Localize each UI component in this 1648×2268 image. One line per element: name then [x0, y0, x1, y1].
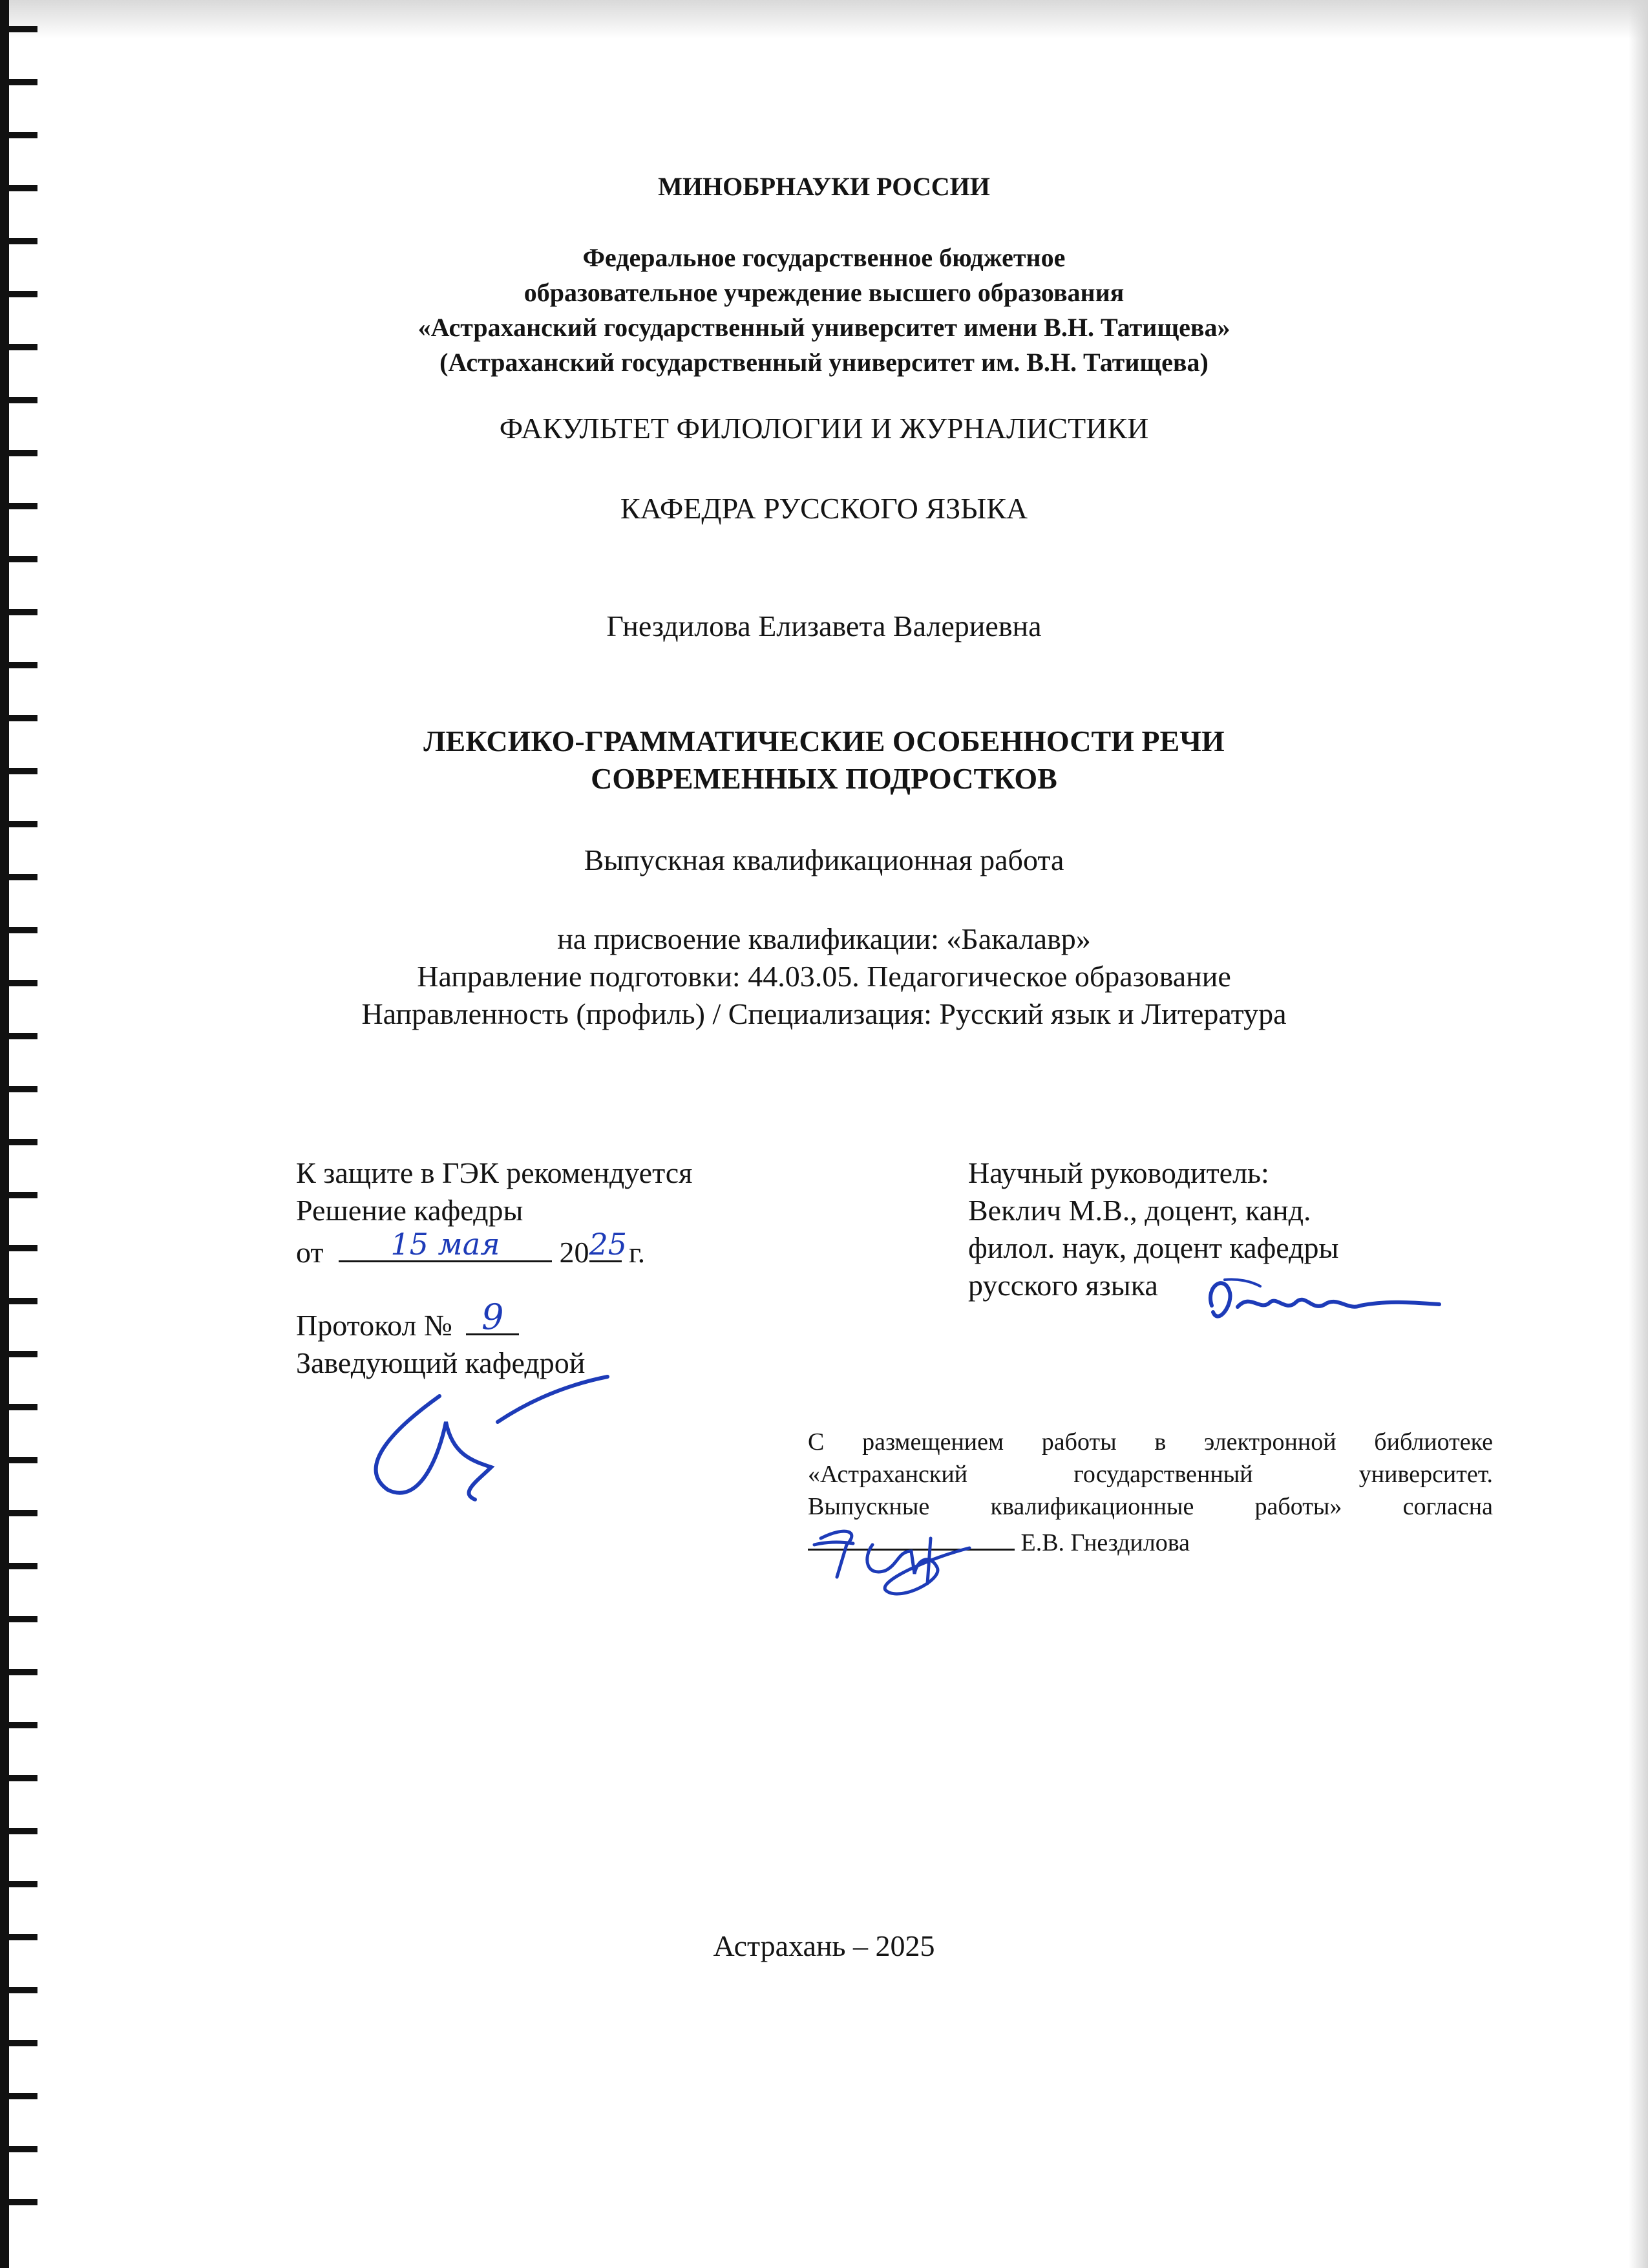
scan-shadow-top — [0, 0, 1648, 39]
binding-tab — [0, 1457, 37, 1463]
institution-line-1: Федеральное государственное бюджетное — [582, 243, 1066, 272]
binding-tab — [0, 1510, 37, 1516]
thesis-title-line-1: ЛЕКСИКО-ГРАММАТИЧЕСКИЕ ОСОБЕННОСТИ РЕЧИ — [423, 725, 1225, 758]
ministry-name: МИНОБРНАУКИ РОССИИ — [658, 172, 990, 201]
year-handwritten: 25 — [589, 1227, 628, 1262]
supervisor-signature — [1199, 1267, 1444, 1338]
date-prefix: от — [296, 1236, 324, 1269]
protocol-field — [466, 1297, 519, 1337]
supervisor-line-3: филол. наук, доцент кафедры — [968, 1231, 1339, 1264]
binding-tab — [0, 1298, 37, 1304]
binding-tab — [0, 1245, 37, 1251]
defense-line-1: К защите в ГЭК рекомендуется — [296, 1156, 693, 1189]
year-prefix: 20 — [559, 1236, 589, 1269]
binding-tab — [0, 2199, 37, 2205]
year-suffix: г. — [629, 1236, 646, 1269]
binding-tab — [0, 1987, 37, 1993]
institution-line-4: (Астраханский государственный университет им. В.Н. Татищева) — [439, 348, 1209, 377]
institution-line-2: образовательное учреждение высшего образования — [523, 278, 1125, 307]
binding-tab — [0, 1669, 37, 1675]
date-handwritten: 15 мая — [390, 1227, 500, 1262]
head-signature — [343, 1370, 614, 1512]
department-name: КАФЕДРА РУССКОГО ЯЗЫКА — [620, 492, 1028, 525]
faculty-name: ФАКУЛЬТЕТ ФИЛОЛОГИИ И ЖУРНАЛИСТИКИ — [499, 412, 1149, 445]
binding-tab — [0, 1616, 37, 1622]
binding-tab — [0, 1881, 37, 1887]
binding-tab — [0, 1139, 37, 1145]
binding-tab — [0, 715, 37, 721]
binding-tab — [0, 1033, 37, 1039]
consent-line-1: С размещением работы в электронной библиотеке — [808, 1428, 1493, 1456]
supervisor-line-1: Научный руководитель: — [968, 1156, 1269, 1189]
student-signature — [801, 1519, 995, 1603]
binding-tab — [0, 1563, 37, 1569]
date-field — [339, 1229, 552, 1262]
binding-tab — [0, 1775, 37, 1781]
binding-tab — [0, 1351, 37, 1357]
binding-tab — [0, 450, 37, 456]
binding-tab — [0, 1722, 37, 1728]
thesis-title-line-2: СОВРЕМЕННЫХ ПОДРОСТКОВ — [591, 762, 1057, 795]
year-field — [589, 1227, 628, 1262]
defense-block — [296, 1154, 692, 1382]
city-year: Астрахань – 2025 — [713, 1929, 935, 1962]
consent-name: Е.В. Гнездилова — [1020, 1529, 1190, 1556]
binding-tab — [0, 1192, 37, 1198]
consent-line-2: «Астраханский государственный университет. — [808, 1461, 1493, 1488]
binding-tab — [0, 662, 37, 668]
head-label: Заведующий кафедрой — [296, 1346, 586, 1379]
binding-tab — [0, 26, 37, 32]
institution-line-3: «Астраханский государственный университет имени В.Н. Татищева» — [417, 313, 1231, 342]
binding-tab — [0, 132, 37, 138]
binding-tab — [0, 1086, 37, 1092]
direction-line: Направление подготовки: 44.03.05. Педагогическое образование — [417, 960, 1231, 993]
binding-tab — [0, 556, 37, 562]
profile-line: Направленность (профиль) / Специализация: Русский язык и Литература — [361, 997, 1287, 1030]
supervisor-line-4: русского языка — [968, 1269, 1158, 1302]
binding-tab — [0, 821, 37, 827]
binding-tab — [0, 1404, 37, 1410]
defense-line-2: Решение кафедры — [296, 1194, 523, 1227]
defense-date-line — [296, 1229, 692, 1271]
work-type: Выпускная квалификационная работа — [584, 843, 1064, 876]
protocol-label: Протокол № — [296, 1309, 452, 1342]
qualification-line: на присвоение квалификации: «Бакалавр» — [557, 922, 1091, 955]
binding-tab — [0, 1828, 37, 1834]
binding-tab — [0, 397, 37, 403]
protocol-line — [296, 1297, 692, 1344]
protocol-handwritten: 9 — [481, 1297, 504, 1337]
author-name: Гнездилова Елизавета Валериевна — [606, 609, 1042, 642]
supervisor-line-2: Веклич М.В., доцент, канд. — [968, 1194, 1311, 1227]
binding-tab — [0, 2146, 37, 2152]
binding-tab — [0, 79, 37, 85]
binding-tab — [0, 2040, 37, 2046]
consent-line-3: Выпускные квалификационные работы» согласна — [808, 1493, 1493, 1520]
binding-tab — [0, 2093, 37, 2099]
